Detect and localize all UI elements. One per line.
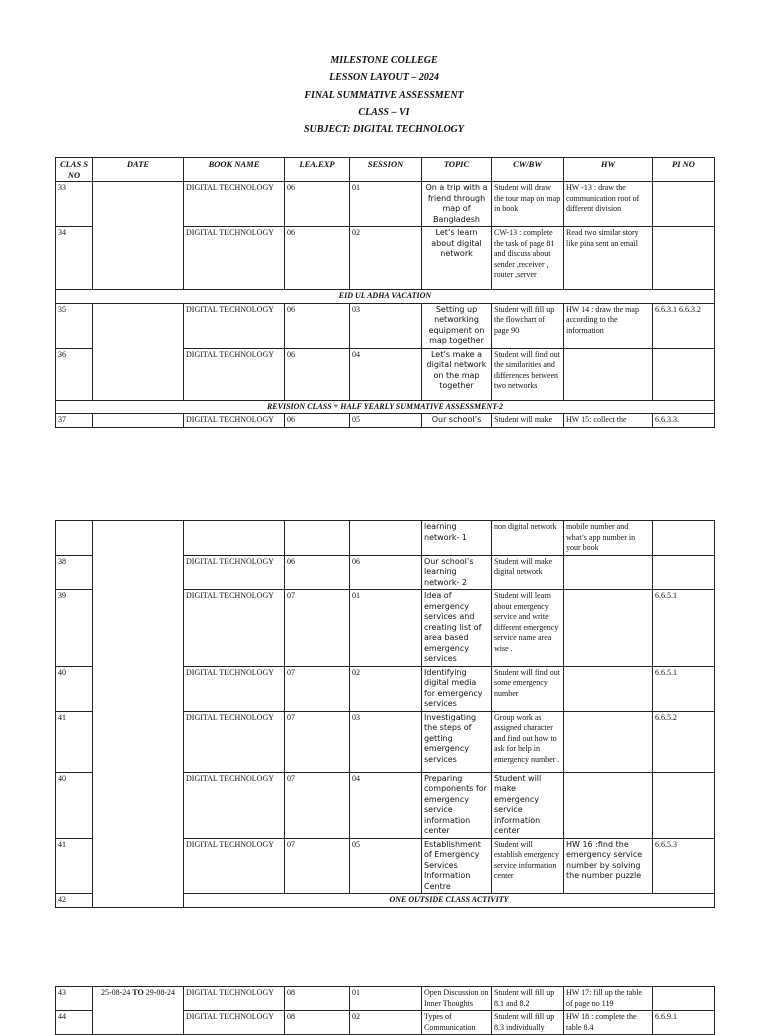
book-name: DIGITAL TECHNOLOGY xyxy=(184,987,285,1011)
pi-no: 6.6.5.3 xyxy=(653,838,715,894)
cw-bw: Group work as assigned character and find out how to ask for help in emergency number . xyxy=(492,711,564,772)
lea-exp: 06 xyxy=(285,182,350,227)
cw-bw: Student will make xyxy=(492,414,564,428)
hw xyxy=(564,711,653,772)
cw-bw: Student will fill up 8.1 and 8.2 xyxy=(492,987,564,1011)
session: 01 xyxy=(350,182,422,227)
class-no: 36 xyxy=(56,348,93,400)
outside-activity-banner: ONE OUTSIDE CLASS ACTIVITY xyxy=(184,894,715,908)
book-name: DIGITAL TECHNOLOGY xyxy=(184,227,285,290)
banner-row xyxy=(56,400,715,414)
class-no: 40 xyxy=(56,772,93,838)
topic: Let’s make a digital network on the map together xyxy=(422,348,492,400)
topic: Preparing components for emergency service information center xyxy=(422,772,492,838)
cw-bw: Student will fill up 8.3 individually xyxy=(492,1011,564,1035)
session xyxy=(350,521,422,556)
class-no: 43 xyxy=(56,987,93,1011)
cw-bw: Student will learn about emergency service and write different emergency service name area wise . xyxy=(492,590,564,667)
book-name: DIGITAL TECHNOLOGY xyxy=(184,414,285,428)
lea-exp: 06 xyxy=(285,555,350,590)
cw-bw: Student will establish emergency service information center xyxy=(492,838,564,894)
lea-exp: 07 xyxy=(285,711,350,772)
col-header-cw-bw: CW/BW xyxy=(492,158,564,182)
session: 06 xyxy=(350,555,422,590)
session: 02 xyxy=(350,227,422,290)
lea-exp: 06 xyxy=(285,348,350,400)
col-header-pi-no: PI NO xyxy=(653,158,715,182)
lea-exp: 07 xyxy=(285,838,350,894)
class-no: 44 xyxy=(56,1011,93,1035)
lea-exp: 07 xyxy=(285,590,350,667)
document-header xyxy=(0,52,768,138)
lea-exp xyxy=(285,521,350,556)
layout-title: LESSON LAYOUT – 2024 xyxy=(329,72,439,84)
pi-no: 6.6.5.1 xyxy=(653,666,715,711)
cw-bw: Student will make emergency service information center xyxy=(492,772,564,838)
class-no: 40 xyxy=(56,666,93,711)
date-cell xyxy=(93,414,184,428)
topic: Investigating the steps of getting emergency services xyxy=(422,711,492,772)
hw xyxy=(564,555,653,590)
hw xyxy=(564,348,653,400)
col-header-session: SESSION xyxy=(350,158,422,182)
pi-no xyxy=(653,772,715,838)
book-name: DIGITAL TECHNOLOGY xyxy=(184,772,285,838)
session: 01 xyxy=(350,987,422,1011)
class-no: 41 xyxy=(56,711,93,772)
class-title: CLASS – VI xyxy=(358,106,410,118)
cw-bw: CW-13 : complete the task of page 81 and discuss about sender ,receiver , router ,server xyxy=(492,227,564,290)
class-no: 39 xyxy=(56,590,93,667)
class-no: 33 xyxy=(56,182,93,227)
hw: HW 18 : complete the table 8.4 xyxy=(564,1011,653,1035)
lea-exp: 08 xyxy=(285,987,350,1011)
session: 04 xyxy=(350,348,422,400)
book-name: DIGITAL TECHNOLOGY xyxy=(184,1011,285,1035)
class-no: 35 xyxy=(56,303,93,348)
book-name xyxy=(184,521,285,556)
eid-vacation-banner: EID UL ADHA VACATION xyxy=(56,290,715,304)
col-header-book-name: BOOK NAME xyxy=(184,158,285,182)
pi-no: 6.6.9.1 xyxy=(653,1011,715,1035)
hw: HW 14 : draw the map according to the information xyxy=(564,303,653,348)
topic: Establishment of Emergency Services Information Centre xyxy=(422,838,492,894)
topic: Let’s learn about digital network xyxy=(422,227,492,290)
topic: Identifying digital media for emergency services xyxy=(422,666,492,711)
table-row xyxy=(56,182,715,227)
hw: Read two similar story like pina sent an email xyxy=(564,227,653,290)
pi-no xyxy=(653,521,715,556)
date-cell xyxy=(93,521,184,908)
pi-no: 6.6.5.1 xyxy=(653,590,715,667)
pi-no xyxy=(653,348,715,400)
col-header-hw: HW xyxy=(564,158,653,182)
pi-no: 6.6.3.3. xyxy=(653,414,715,428)
lea-exp: 08 xyxy=(285,1011,350,1035)
topic: Types of Communication xyxy=(422,1011,492,1035)
revision-banner: REVISION CLASS + HALF YEARLY SUMMATIVE ASSESSMENT-2 xyxy=(56,400,715,414)
date-to-word: TO xyxy=(132,988,144,997)
lea-exp: 07 xyxy=(285,772,350,838)
book-name: DIGITAL TECHNOLOGY xyxy=(184,590,285,667)
class-no xyxy=(56,521,93,556)
date-cell xyxy=(93,303,184,400)
table-row xyxy=(56,987,715,1011)
col-header-lea-exp: LEA.EXP xyxy=(285,158,350,182)
col-header-topic: TOPIC xyxy=(422,158,492,182)
class-no: 41 xyxy=(56,838,93,894)
session: 03 xyxy=(350,711,422,772)
banner-row xyxy=(56,290,715,304)
book-name: DIGITAL TECHNOLOGY xyxy=(184,711,285,772)
book-name: DIGITAL TECHNOLOGY xyxy=(184,666,285,711)
hw xyxy=(564,666,653,711)
book-name: DIGITAL TECHNOLOGY xyxy=(184,303,285,348)
session: 02 xyxy=(350,1011,422,1035)
table-header-row xyxy=(56,158,715,182)
hw: mobile number and what’s app number in your book xyxy=(564,521,653,556)
book-name: DIGITAL TECHNOLOGY xyxy=(184,838,285,894)
topic: learning network- 1 xyxy=(422,521,492,556)
date-to: 29-08-24 xyxy=(145,988,176,997)
session: 04 xyxy=(350,772,422,838)
date-from: 25-08-24 xyxy=(100,988,131,997)
table-row-continued xyxy=(56,521,715,556)
hw: HW 17: fill up the table of page no 119 xyxy=(564,987,653,1011)
class-no: 38 xyxy=(56,555,93,590)
book-name: DIGITAL TECHNOLOGY xyxy=(184,182,285,227)
col-header-class-no: CLAS S NO xyxy=(56,158,93,182)
lea-exp: 07 xyxy=(285,666,350,711)
topic: Our school’s xyxy=(422,414,492,428)
lea-exp: 06 xyxy=(285,414,350,428)
lea-exp: 06 xyxy=(285,303,350,348)
cw-bw: Student will find out the similarities and differences between two networks xyxy=(492,348,564,400)
session: 03 xyxy=(350,303,422,348)
topic: Our school’s learning network- 2 xyxy=(422,555,492,590)
class-no: 34 xyxy=(56,227,93,290)
session: 05 xyxy=(350,414,422,428)
session: 02 xyxy=(350,666,422,711)
cw-bw: Student will make digital network xyxy=(492,555,564,590)
pi-no: 6.6.3.1 6.6.3.2 xyxy=(653,303,715,348)
lesson-table-1 xyxy=(55,157,715,428)
pi-no xyxy=(653,182,715,227)
class-no: 37 xyxy=(56,414,93,428)
cw-bw: Student will draw the tour map on map in book xyxy=(492,182,564,227)
book-name: DIGITAL TECHNOLOGY xyxy=(184,348,285,400)
pi-no xyxy=(653,555,715,590)
pi-no xyxy=(653,987,715,1011)
date-cell xyxy=(93,987,184,1035)
table-row xyxy=(56,414,715,428)
cw-bw: non digital network xyxy=(492,521,564,556)
pi-no: 6.6.5.2 xyxy=(653,711,715,772)
assessment-title: FINAL SUMMATIVE ASSESSMENT xyxy=(304,89,464,101)
lea-exp: 06 xyxy=(285,227,350,290)
hw xyxy=(564,590,653,667)
pi-no xyxy=(653,227,715,290)
col-header-date: DATE xyxy=(93,158,184,182)
lesson-table-2 xyxy=(55,520,715,908)
hw: HW 15: collect the xyxy=(564,414,653,428)
date-cell xyxy=(93,182,184,290)
lesson-table-3 xyxy=(55,986,715,1035)
cw-bw: Student will fill up the flowchart of page 90 xyxy=(492,303,564,348)
hw xyxy=(564,772,653,838)
topic: Setting up networking equipment on map together xyxy=(422,303,492,348)
topic: Idea of emergency services and creating list of area based emergency services xyxy=(422,590,492,667)
subject-title: SUBJECT: DIGITAL TECHNOLOGY xyxy=(303,124,464,136)
book-name: DIGITAL TECHNOLOGY xyxy=(184,555,285,590)
topic: On a trip with a friend through map of Bangladesh xyxy=(422,182,492,227)
class-no: 42 xyxy=(56,894,93,908)
hw: HW 16 :find the emergency service number by solving the number puzzle xyxy=(564,838,653,894)
table-row xyxy=(56,303,715,348)
cw-bw: Student will find out some emergency number xyxy=(492,666,564,711)
hw: HW -13 : draw the communication root of different division xyxy=(564,182,653,227)
session: 05 xyxy=(350,838,422,894)
college-name: MILESTONE COLLEGE xyxy=(330,55,438,66)
topic: Open Discussion on Inner Thoughts xyxy=(422,987,492,1011)
session: 01 xyxy=(350,590,422,667)
